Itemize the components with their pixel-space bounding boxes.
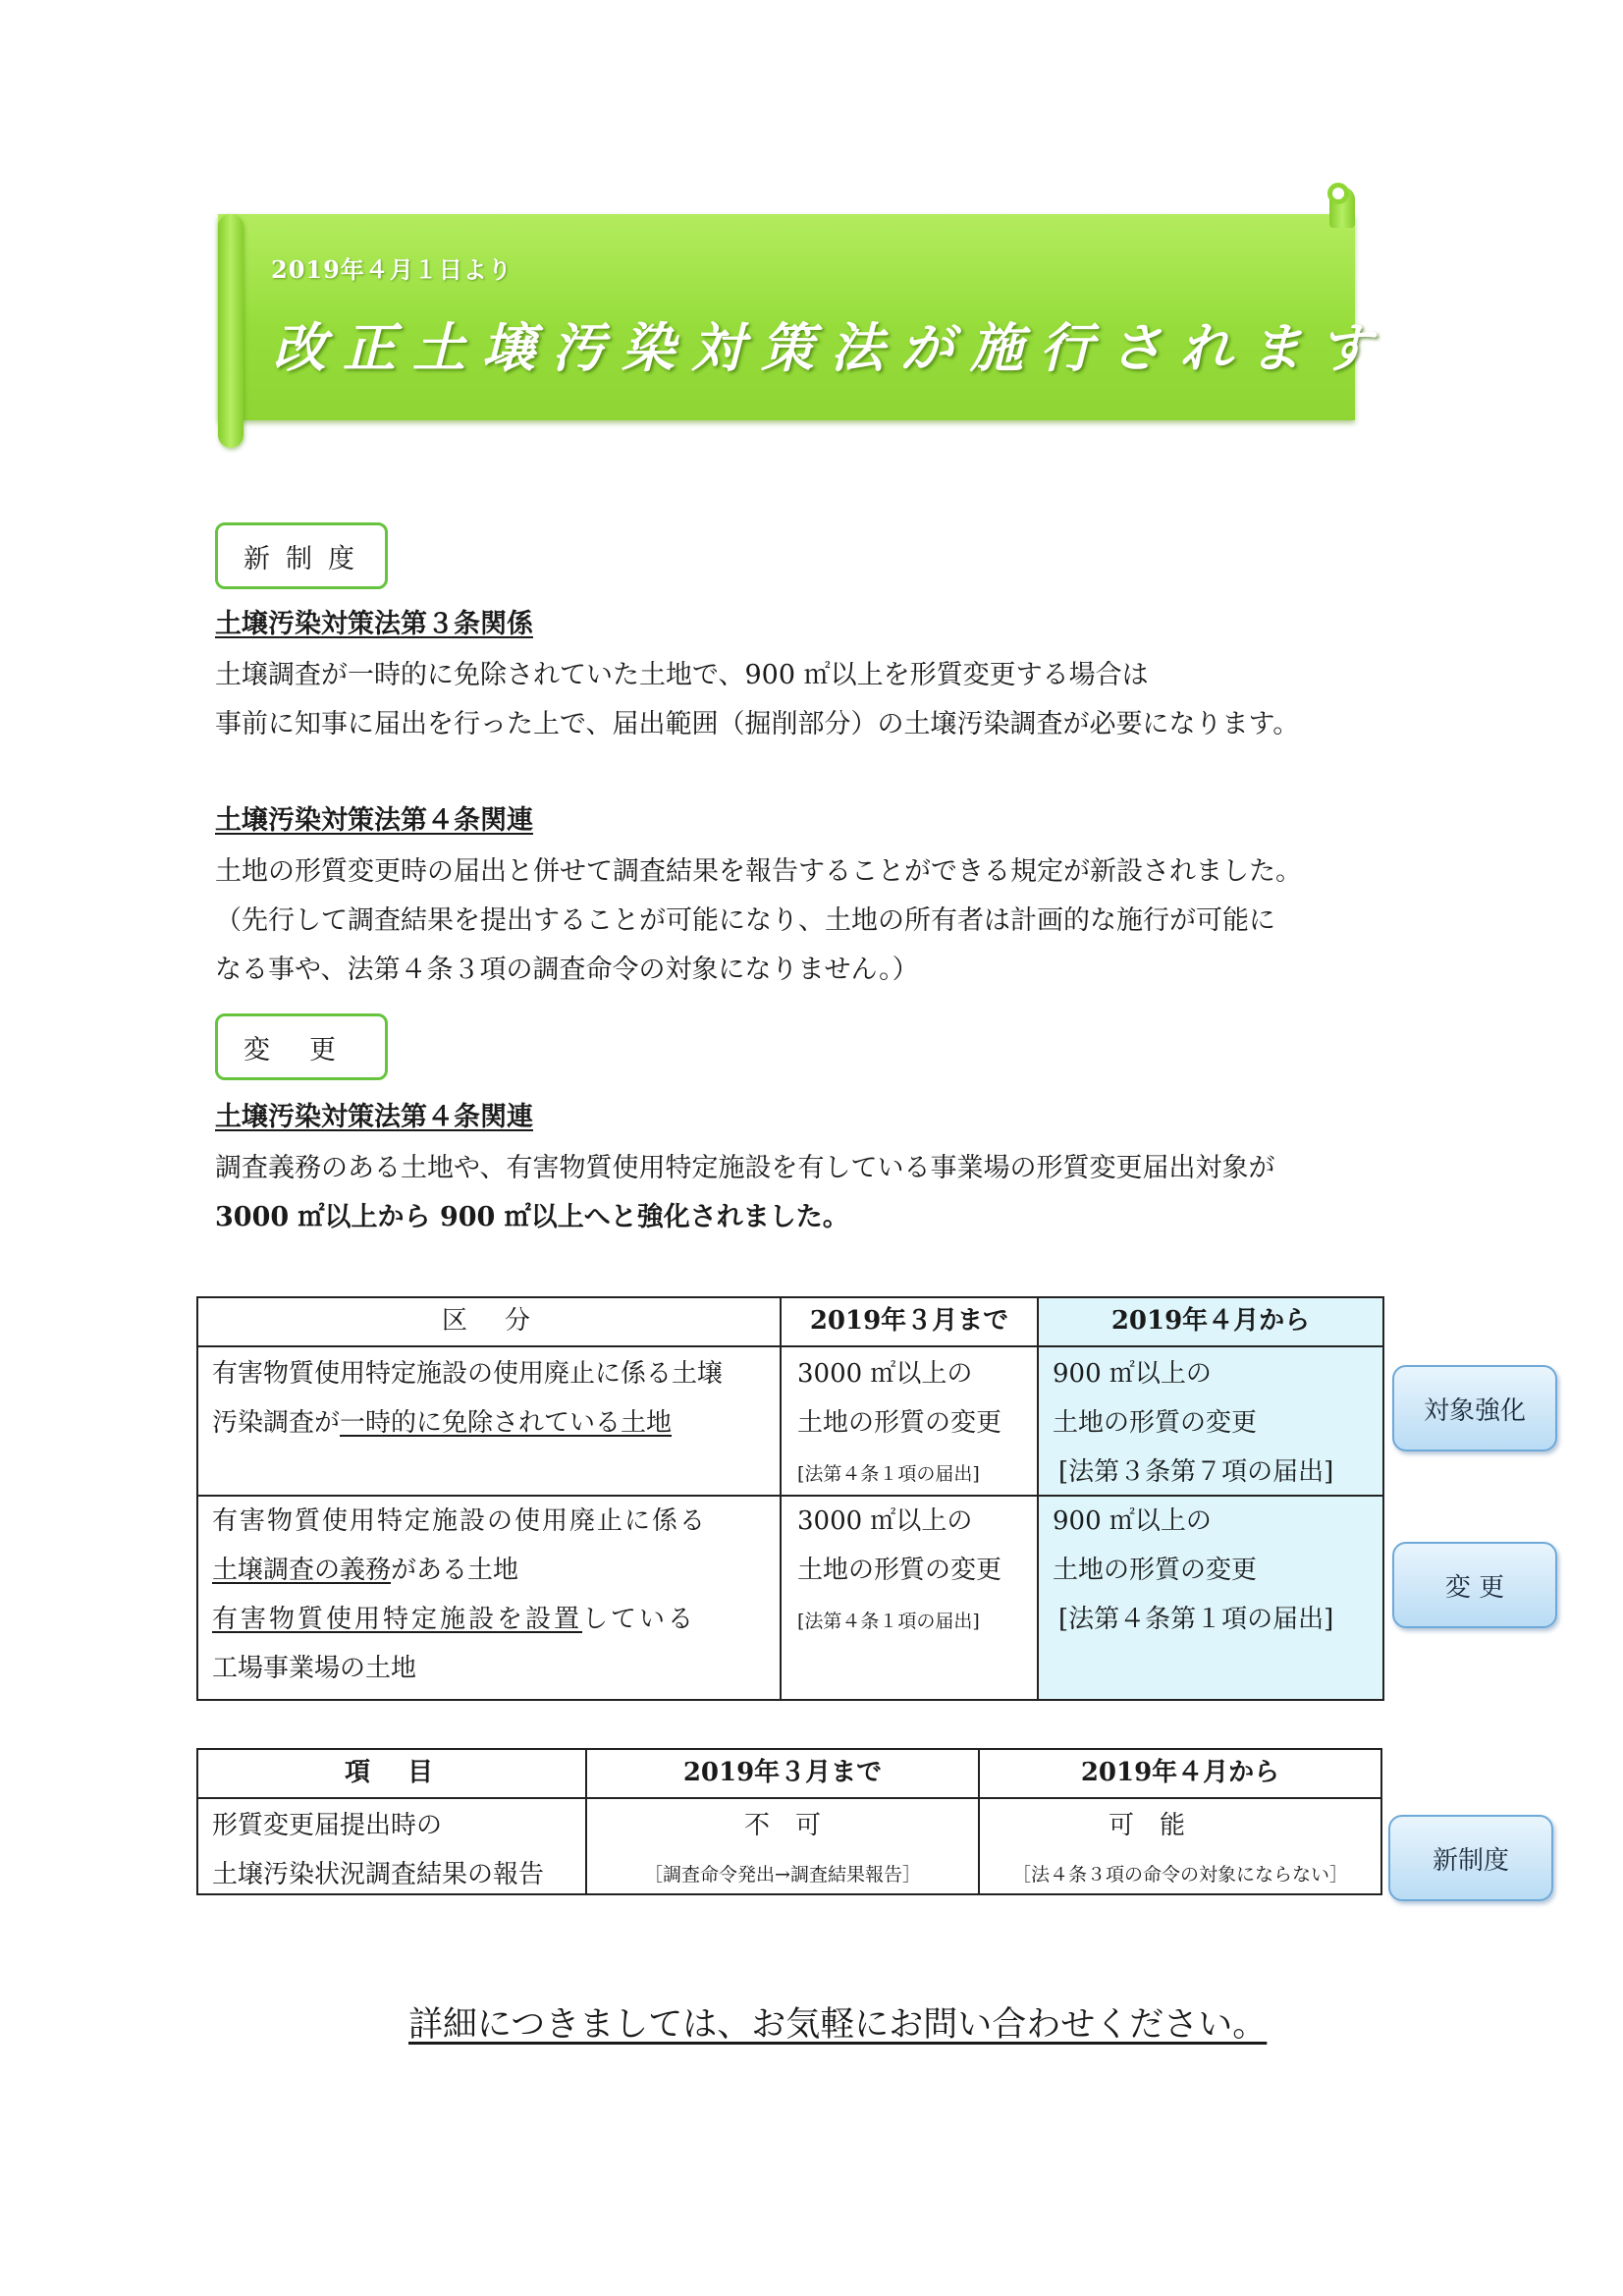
table2-item-line1: 形質変更届提出時の — [212, 1811, 443, 1840]
section-tag-change: 変更 — [215, 1013, 388, 1080]
row1-category-line1: 有害物質使用特定施設の使用廃止に係る土壌 — [212, 1359, 724, 1389]
row2-category-line3: 有害物質使用特定施設を設置している — [212, 1605, 697, 1634]
table-border — [196, 1296, 1384, 1701]
table-row-divider — [196, 1495, 1384, 1497]
banner-title: 改正土壌汚染対策法が施行されます — [273, 316, 1388, 379]
table-header-after: 2019年４月から — [1110, 1306, 1311, 1336]
table2-after-note: ［法４条３項の命令の対象にならない］ — [1011, 1864, 1348, 1886]
banner-scroll-curl — [1327, 183, 1349, 204]
table2-before-note: ［調査命令発出→調査結果報告］ — [644, 1864, 921, 1886]
table2-header-after: 2019年４月から — [1080, 1758, 1280, 1787]
table-header-category: 区 分 — [441, 1306, 536, 1336]
table2-header-item: 項 目 — [344, 1758, 439, 1787]
row2-after-line1: 900 ㎡以上の — [1053, 1506, 1212, 1536]
row1-category-line2: 汚染調査が一時的に免除されている土地 — [212, 1408, 673, 1438]
row1-before-line1: 3000 ㎡以上の — [797, 1359, 973, 1389]
change-text-line2: 3000 ㎡以上から 900 ㎡以上へと強化されました。 — [215, 1202, 849, 1232]
table2-before-main: 不 可 — [743, 1811, 821, 1840]
row2-after-note: [法第４条第１項の届出] — [1058, 1605, 1334, 1634]
banner-date: 2019年４月１日より — [271, 255, 513, 284]
row2-before-line2: 土地の形質の変更 — [797, 1556, 1002, 1585]
table2-header-before: 2019年３月まで — [682, 1758, 883, 1787]
row2-before-note: [法第４条１項の届出] — [797, 1611, 980, 1632]
table2-header-divider — [196, 1797, 1382, 1799]
article4-text-line1: 土地の形質変更時の届出と併せて調査結果を報告することができる規定が新設されました。 — [215, 856, 1302, 887]
change-text-line1: 調査義務のある土地や、有害物質使用特定施設を有している事業場の形質変更届出対象が — [215, 1153, 1275, 1183]
article4-text-line2: （先行して調査結果を提出することが可能になり、土地の所有者は計画的な施行が可能に — [215, 905, 1275, 936]
change-heading: 土壌汚染対策法第４条関連 — [215, 1102, 533, 1132]
row2-before-line1: 3000 ㎡以上の — [797, 1506, 973, 1536]
strengthen-button[interactable]: 対象強化 — [1392, 1365, 1557, 1451]
section-tag-new-system: 新制度 — [215, 522, 388, 589]
row1-after-line2: 土地の形質の変更 — [1053, 1408, 1258, 1438]
table-col-divider-2 — [1037, 1296, 1039, 1701]
table2-after-main: 可 能 — [1108, 1811, 1185, 1840]
table-col-divider-1 — [780, 1296, 782, 1701]
row1-before-note: [法第４条１項の届出] — [797, 1463, 980, 1485]
table-header-divider — [196, 1345, 1384, 1347]
article3-heading: 土壌汚染対策法第３条関係 — [215, 609, 533, 639]
row1-before-line2: 土地の形質の変更 — [797, 1408, 1002, 1438]
table-header-before: 2019年３月まで — [809, 1306, 1009, 1336]
banner-scroll-roll-left — [218, 214, 243, 448]
change-button[interactable]: 変 更 — [1392, 1542, 1557, 1628]
contact-footer: 詳細につきましては、お気軽にお問い合わせください。 — [408, 2005, 1268, 2045]
row2-category-line1: 有害物質使用特定施設の使用廃止に係る — [212, 1506, 708, 1536]
row1-after-note: [法第３条第７項の届出] — [1058, 1457, 1334, 1487]
article4-heading-new: 土壌汚染対策法第４条関連 — [215, 805, 533, 836]
new-system-button[interactable]: 新制度 — [1388, 1815, 1553, 1901]
row2-category-line4: 工場事業場の土地 — [212, 1654, 417, 1683]
article3-text-line2: 事前に知事に届出を行った上で、届出範囲（掘削部分）の土壌汚染調査が必要になります。 — [215, 709, 1300, 739]
row2-after-line2: 土地の形質の変更 — [1053, 1556, 1258, 1585]
row1-after-line1: 900 ㎡以上の — [1053, 1359, 1212, 1389]
article3-text-line1: 土壌調査が一時的に免除されていた土地で、900 ㎡以上を形質変更する場合は — [215, 660, 1149, 690]
table2-item-line2: 土壌汚染状況調査結果の報告 — [212, 1860, 545, 1889]
article4-text-line3: なる事や、法第４条３項の調査命令の対象になりません。） — [215, 955, 919, 985]
row2-category-line2: 土壌調査の義務がある土地 — [212, 1556, 519, 1585]
